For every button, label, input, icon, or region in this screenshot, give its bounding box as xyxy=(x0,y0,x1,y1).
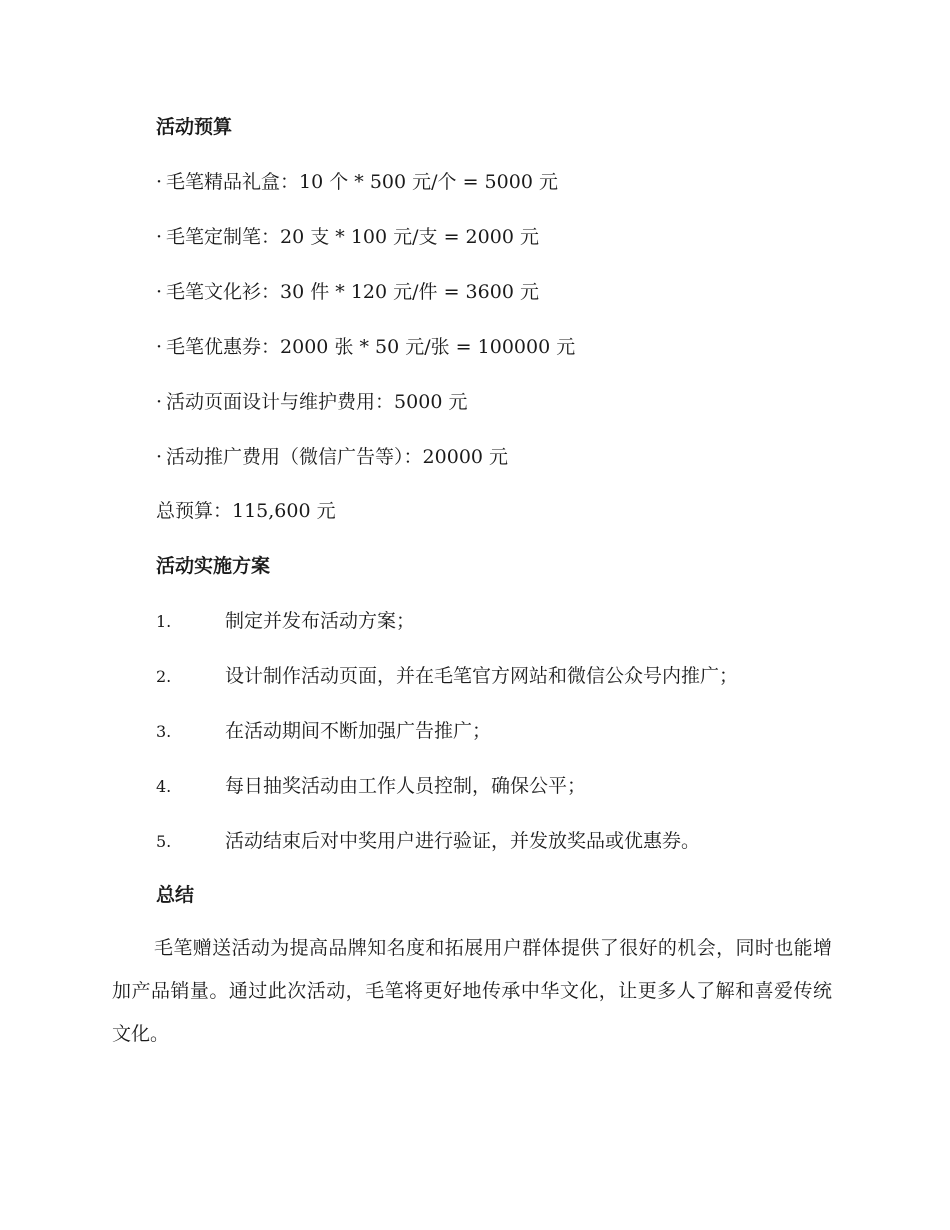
bullet-icon: · xyxy=(156,391,163,413)
step-number: 5. xyxy=(156,832,172,851)
budget-item-text: 毛笔精品礼盒：10 个 * 500 元/个 = 5000 元 xyxy=(166,171,558,193)
budget-item xyxy=(156,390,467,414)
step-number: 4. xyxy=(156,777,172,796)
budget-heading: 活动预算 xyxy=(156,116,233,138)
budget-item-text: 活动页面设计与维护费用：5000 元 xyxy=(166,391,468,413)
bullet-icon: · xyxy=(156,281,163,303)
budget-total: 总预算：115,600 元 xyxy=(156,500,336,522)
plan-heading: 活动实施方案 xyxy=(156,555,271,577)
step-text: 在活动期间不断加强广告推广； xyxy=(225,720,492,742)
summary-heading: 总结 xyxy=(156,884,195,906)
step-text: 制定并发布活动方案； xyxy=(225,610,416,632)
bullet-icon: · xyxy=(156,336,163,358)
budget-item xyxy=(156,280,539,304)
summary-paragraph: 毛笔赠送活动为提高品牌知名度和拓展用户群体提供了很好的机会，同时也能增加产品销量。通过此次活动，毛笔将更好地传承中华文化，让更多人了解和喜爱传统文化。 xyxy=(112,937,832,1045)
step-text: 设计制作活动页面，并在毛笔官方网站和微信公众号内推广； xyxy=(225,665,739,687)
budget-item-text: 毛笔优惠券：2000 张 * 50 元/张 = 100000 元 xyxy=(166,336,576,358)
budget-item-text: 活动推广费用（微信广告等）：20000 元 xyxy=(166,446,509,468)
budget-item xyxy=(156,445,508,469)
bullet-icon: · xyxy=(156,446,163,468)
step-text: 每日抽奖活动由工作人员控制，确保公平； xyxy=(225,775,587,797)
bullet-icon: · xyxy=(156,226,163,248)
step-number: 1. xyxy=(156,612,172,631)
step-text: 活动结束后对中奖用户进行验证，并发放奖品或优惠券。 xyxy=(225,830,701,852)
budget-item xyxy=(156,335,575,359)
budget-item-text: 毛笔文化衫：30 件 * 120 元/件 = 3600 元 xyxy=(166,281,539,303)
budget-item xyxy=(156,170,558,194)
step-number: 3. xyxy=(156,722,172,741)
budget-item xyxy=(156,225,539,249)
bullet-icon: · xyxy=(156,171,163,193)
step-number: 2. xyxy=(156,667,172,686)
budget-item-text: 毛笔定制笔：20 支 * 100 元/支 = 2000 元 xyxy=(166,226,539,248)
